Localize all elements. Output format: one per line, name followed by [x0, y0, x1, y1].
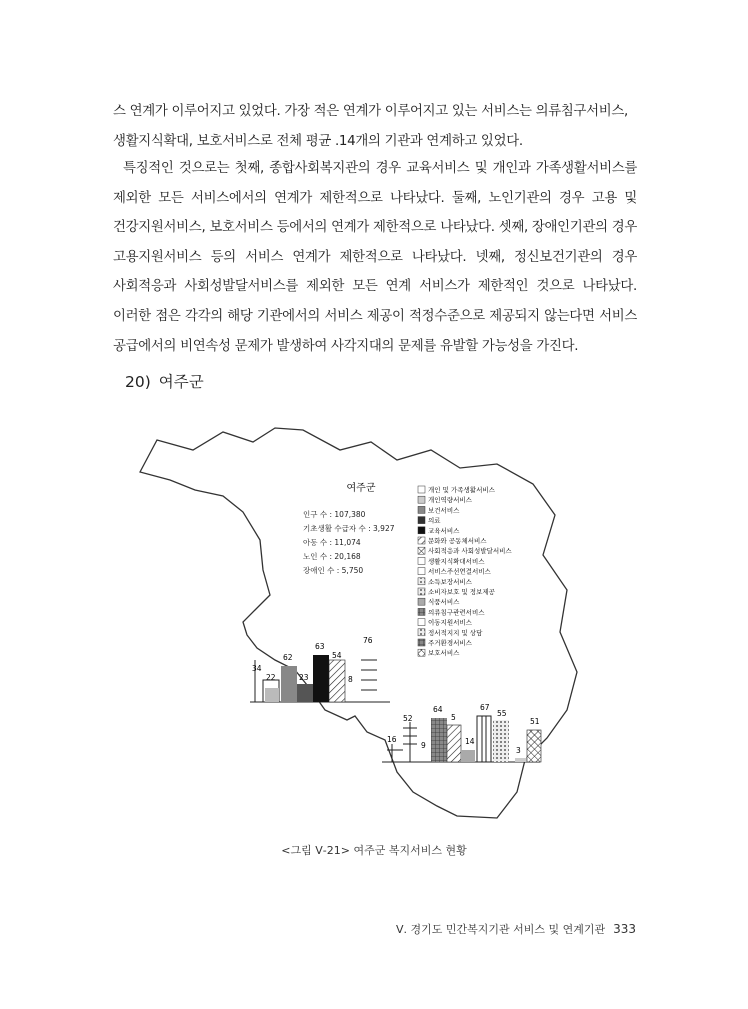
bar-label-67: 67: [480, 703, 490, 712]
paragraph-1: [113, 97, 637, 156]
bar-label-76: 76: [363, 636, 373, 645]
bar-bottom-8: [515, 758, 527, 762]
legend-item: 식품서비스: [428, 598, 460, 607]
bar-label-5: 5: [451, 713, 456, 722]
bar-top-6: [329, 660, 345, 702]
legend-item: 교육서비스: [428, 526, 460, 535]
legend-item: 정서적지지 및 상담: [428, 628, 483, 637]
bar-bottom-9: [527, 730, 541, 762]
legend-item: 개인역량서비스: [428, 496, 472, 505]
bar-bottom-5: [461, 750, 475, 762]
legend-item: 생활지식확대서비스: [428, 557, 485, 566]
legend-swatch: [418, 506, 425, 513]
yeoju-map-figure: [135, 420, 590, 834]
legend-swatch: [418, 639, 425, 646]
legend-swatch: [418, 649, 425, 656]
legend-swatch: [418, 486, 425, 493]
bar-label-55: 55: [497, 709, 507, 718]
stat-population: 인구 수 : 107,380: [303, 510, 366, 519]
bar-bottom-6: [477, 716, 491, 762]
bar-label-34: 34: [252, 664, 262, 673]
legend-swatch: [418, 598, 425, 605]
legend-item: 의류침구관련서비스: [428, 608, 485, 617]
bar-top-5: [313, 655, 329, 702]
legend-item: 보호서비스: [428, 649, 460, 658]
figure-caption: <그림 Ⅴ-21> 여주군 복지서비스 현황: [281, 844, 467, 857]
paragraph-2: 특징적인 것으로는 첫째, 종합사회복지관의 경우 교육서비스 및 개인과 가족생활서비스를 제외한 모든 서비스에서의 연계가 제한적으로 나타났다. 둘째, 노인기관의 경우 고용 및 건강지원서비스, 보호서비스 등에서의 연계가 제한적으로 나타났다. 셋째, 장애인기관의 경우 고용지원서비스 등의 서비스 연계가 제한적으로 나타났다. 넷째, 정신보건기관의 경우 사회적응과 사회성발달서비스를 제외한 모든 연계 서비스가 제한적인 것으로 나타났다. 이러한 점은 각각의 해당 기관에서의 서비스 제공이 적정수준으로 제공되지 않는다면 서비스 공급에서의 비연속성 문제가 발생하여 사각지대의 문제를 유발할 가능성을 가진다.: [113, 161, 637, 354]
paragraph-1-line-2: 생활지식확대, 보호서비스로 전체 평균 .14개의 기관과 연계하고 있었다.: [113, 133, 523, 149]
bar-label-62: 62: [283, 653, 293, 662]
bar-bottom-3: [431, 718, 447, 762]
legend-item: 소비자보호 및 정보제공: [428, 588, 495, 596]
legend-swatch: [418, 578, 425, 585]
page-number: 333: [613, 922, 636, 936]
legend-item: 의료: [428, 516, 441, 525]
legend-swatch: [418, 517, 425, 524]
page-footer: [396, 921, 636, 937]
legend-swatch: [418, 629, 425, 636]
stat-elderly: 노인 수 : 20,168: [303, 552, 361, 561]
bar-label-64: 64: [433, 705, 443, 714]
legend-swatch: [418, 527, 425, 534]
legend-item: 사회적응과 사회성발달서비스: [428, 547, 512, 556]
section-number: 20): [125, 373, 151, 391]
bar-label-16: 16: [387, 735, 397, 744]
paragraph-1-line-1: 스 연계가 이루어지고 있었다. 가장 적은 연계가 이루어지고 있는 서비스는 의류침구서비스,: [113, 104, 628, 119]
bar-label-14: 14: [465, 737, 475, 746]
stat-disabled: 장애인 수 : 5,750: [303, 566, 364, 575]
bar-top-4: [297, 684, 313, 702]
bar-label-8: 8: [348, 675, 353, 684]
running-title: Ⅴ. 경기도 민간복지기관 서비스 및 연계기관: [395, 923, 606, 936]
legend-item: 소득보장서비스: [428, 577, 472, 586]
map-title: 여주군: [346, 483, 376, 494]
legend-swatch: [418, 547, 425, 554]
legend-swatch: [418, 557, 425, 564]
legend-swatch: [418, 588, 425, 595]
bar-label-3: 3: [516, 746, 521, 755]
legend-item: 서비스주선연결서비스: [428, 567, 491, 576]
legend-item: 보건서비스: [428, 506, 460, 515]
stat-recipients: 기초생활 수급자 수 : 3,927: [303, 524, 395, 533]
bar-label-51: 51: [530, 717, 540, 726]
legend-item: 문화와 공동체서비스: [428, 537, 487, 545]
bar-label-52: 52: [403, 714, 413, 723]
section-title: 여주군: [158, 373, 204, 391]
bar-top-2: [265, 688, 279, 702]
legend-swatch: [418, 537, 425, 544]
section-heading: [125, 370, 204, 392]
bar-top-3: [281, 666, 297, 702]
legend-swatch: [418, 568, 425, 575]
bar-label-9: 9: [421, 741, 426, 750]
bar-bottom-4: [447, 725, 461, 762]
legend-swatch: [418, 619, 425, 626]
stat-children: 아동 수 : 11,074: [303, 538, 361, 547]
legend-item: 주거환경서비스: [428, 639, 472, 647]
legend-item: 이동지원서비스: [428, 618, 472, 627]
bar-label-22: 22: [266, 673, 276, 682]
legend-item: 개인 및 가족생활서비스: [428, 486, 495, 494]
legend-swatch: [418, 608, 425, 615]
map-graphic: [135, 420, 590, 830]
bar-label-63: 63: [315, 642, 325, 651]
bar-label-54: 54: [332, 651, 342, 660]
bar-bottom-7: [493, 720, 509, 762]
legend-swatch: [418, 496, 425, 503]
bar-label-23: 23: [299, 673, 309, 682]
